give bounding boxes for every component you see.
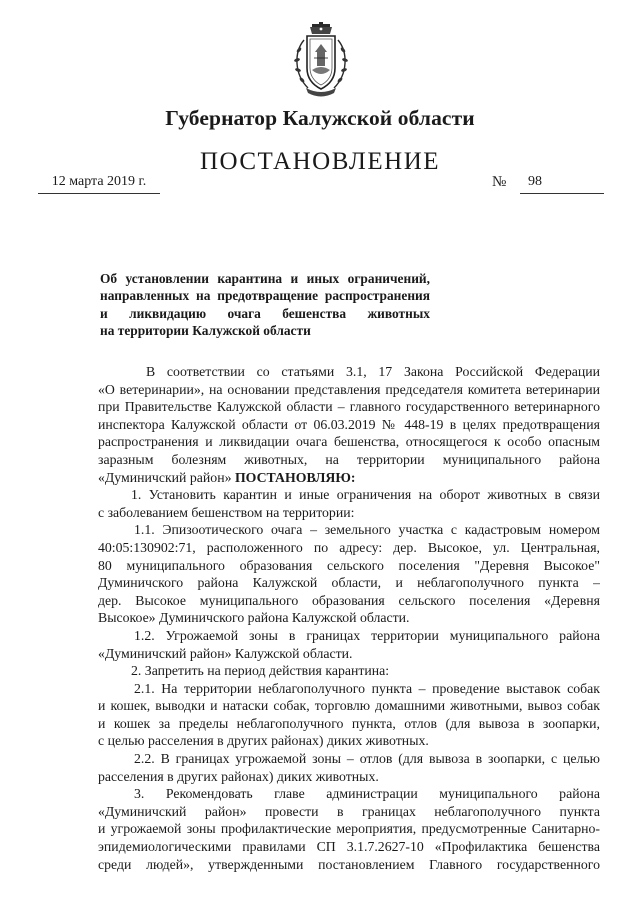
title-line: Об установлении карантина и иных ограничений,	[100, 271, 430, 286]
number-sign: №	[492, 174, 507, 190]
body-line: эпидемиологическими правилами СП 3.1.7.2627-10 «Профилактика бешенства	[98, 839, 600, 855]
document-date	[38, 173, 160, 194]
body-line: инспектора Калужской области от 06.03.2019 № 448-19 в целях предотвращения	[98, 416, 600, 432]
body-line: 80 муниципального образования сельского поселения "Деревня Высокое"	[98, 557, 600, 573]
body-line: «Думиничский район» провести в границах неблагополучного пункта	[98, 803, 600, 819]
document-body	[98, 363, 600, 873]
body-line	[98, 469, 600, 487]
document-title	[100, 270, 430, 340]
body-line: 2. Запретить на период действия карантина:	[131, 663, 390, 679]
body-line: Думиничского района Калужской области, и неблагополучного пункта –	[98, 575, 600, 591]
body-line: Высокое» Думиничского района Калужской области.	[98, 610, 410, 626]
title-line: и ликвидацию очага бешенства животных	[100, 305, 430, 321]
body-line: заразным болезням животных, на территории муниципального района	[98, 451, 600, 467]
body-line: распространения и ликвидации очага бешенства, относящегося к особо опасным	[98, 434, 600, 450]
title-line: направленных на предотвращение распространения	[100, 288, 430, 304]
district-name: «Думиничский район»	[98, 469, 232, 485]
body-line: с заболеванием бешенством на территории:	[98, 504, 355, 520]
body-line: и угрожаемой зоны профилактические мероприятия, предусмотренные Санитарно-	[98, 821, 600, 837]
body-line: 2.1. На территории неблагополучного пункта – проведение выставок собак	[134, 680, 600, 696]
body-line: В соответствии со статьями 3.1, 17 Закона Российской Федерации	[146, 364, 600, 379]
body-line: расселения в других районах) диких животных.	[98, 768, 379, 784]
body-line: и кошек, выводки и натаски собак, торговлю домашними животными, вывоз собак	[98, 698, 600, 714]
document-type: ПОСТАНОВЛЕНИЕ	[199, 148, 441, 175]
decree-keyword: ПОСТАНОВЛЯЮ:	[234, 469, 356, 485]
body-line: с целью расселения в других районах) диких животных.	[98, 733, 429, 749]
body-line: 1.2. Угрожаемой зоны в границах территории муниципального района	[134, 627, 600, 643]
number-underline	[520, 193, 604, 194]
body-line: 1.1. Эпизоотического очага – земельного участка с кадастровым номером	[134, 522, 600, 538]
body-line: 1. Установить карантин и иные ограничения на оборот животных в связи	[131, 487, 600, 503]
body-line: «Думиничский район» Калужской области.	[98, 645, 353, 661]
body-line: при Правительстве Калужской области – главного государственного ветеринарного	[98, 399, 600, 415]
body-line: 3. Рекомендовать главе администрации муниципального района	[134, 786, 600, 802]
date-underline	[38, 193, 160, 194]
body-line: «О ветеринарии», на основании представления председателя комитета ветеринарии	[98, 381, 600, 397]
body-line: 2.2. В границах угрожаемой зоны – отлов (для вывоза в зоопарки, с целью	[134, 751, 600, 767]
coat-of-arms-icon	[290, 22, 352, 98]
body-line: среди людей», утвержденными постановлением Главного государственного	[98, 856, 600, 872]
body-line: 40:05:130902:71, расположенного по адресу: дер. Высокое, ул. Центральная,	[98, 539, 600, 555]
number-value: 98	[528, 174, 542, 189]
document-number	[492, 173, 622, 194]
date-text: 12 марта 2019 г.	[51, 174, 147, 189]
body-line: дер. Высокое муниципального образования сельского поселения «Деревня	[98, 592, 600, 608]
title-line: на территории Калужской области	[100, 323, 311, 339]
issuing-authority: Губернатор Калужской области	[165, 106, 475, 130]
body-line: и кошек за пределы неблагополучного пункта, отлов (для вывоза в зоопарки,	[98, 715, 600, 731]
